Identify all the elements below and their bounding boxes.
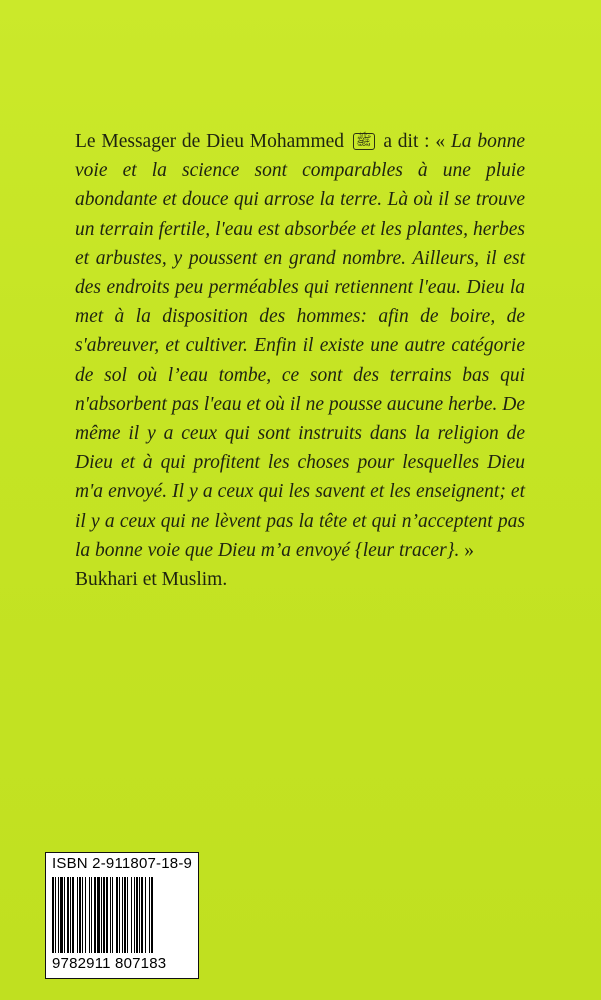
barcode-box [45,852,199,979]
quote-source: Bukhari et Muslim. [75,569,228,591]
quote-said: a dit : « [383,131,446,152]
quote-intro: Le Messager de Dieu Mohammed [75,131,345,152]
hadith-quote [75,127,525,594]
barcode-gap [153,877,154,953]
quote-closing: » [464,539,474,561]
barcode-bars [52,877,192,953]
barcode-digits: 9782911 807183 [52,955,167,972]
salawat-seal-icon: ﷺ [353,133,375,150]
quote-body: La bonne voie et la science sont comparables à une pluie abondante et douce qui arrose la terre. Là où il se trouve un terrain fertile, l'eau est absorbée et les plantes, herbes et arbustes, y poussent en grand nombre. Ailleurs, il est des endroits peu perméables qui retiennent l'eau. Dieu la met à la disposition des hommes: afin de boire, de s'abreuver, et cultiver. Enfin il existe une autre catégorie de sol où l’eau tombe, ce sont des terrains bas qui n'absorbent pas l'eau et où il ne pousse aucune herbe. De même il y a ceux qui sont instruits dans la religion de Dieu et à qui profitent les choses pour lesquelles Dieu m'a envoyé. Il y a ceux qui les savent et les enseignent; et il y a ceux qui ne lèvent pas la tête et qui n’acceptent pas la bonne voie que Dieu m’a envoyé {leur tracer}. [75,131,525,561]
isbn-label: ISBN 2-911807-18-9 [52,855,193,872]
